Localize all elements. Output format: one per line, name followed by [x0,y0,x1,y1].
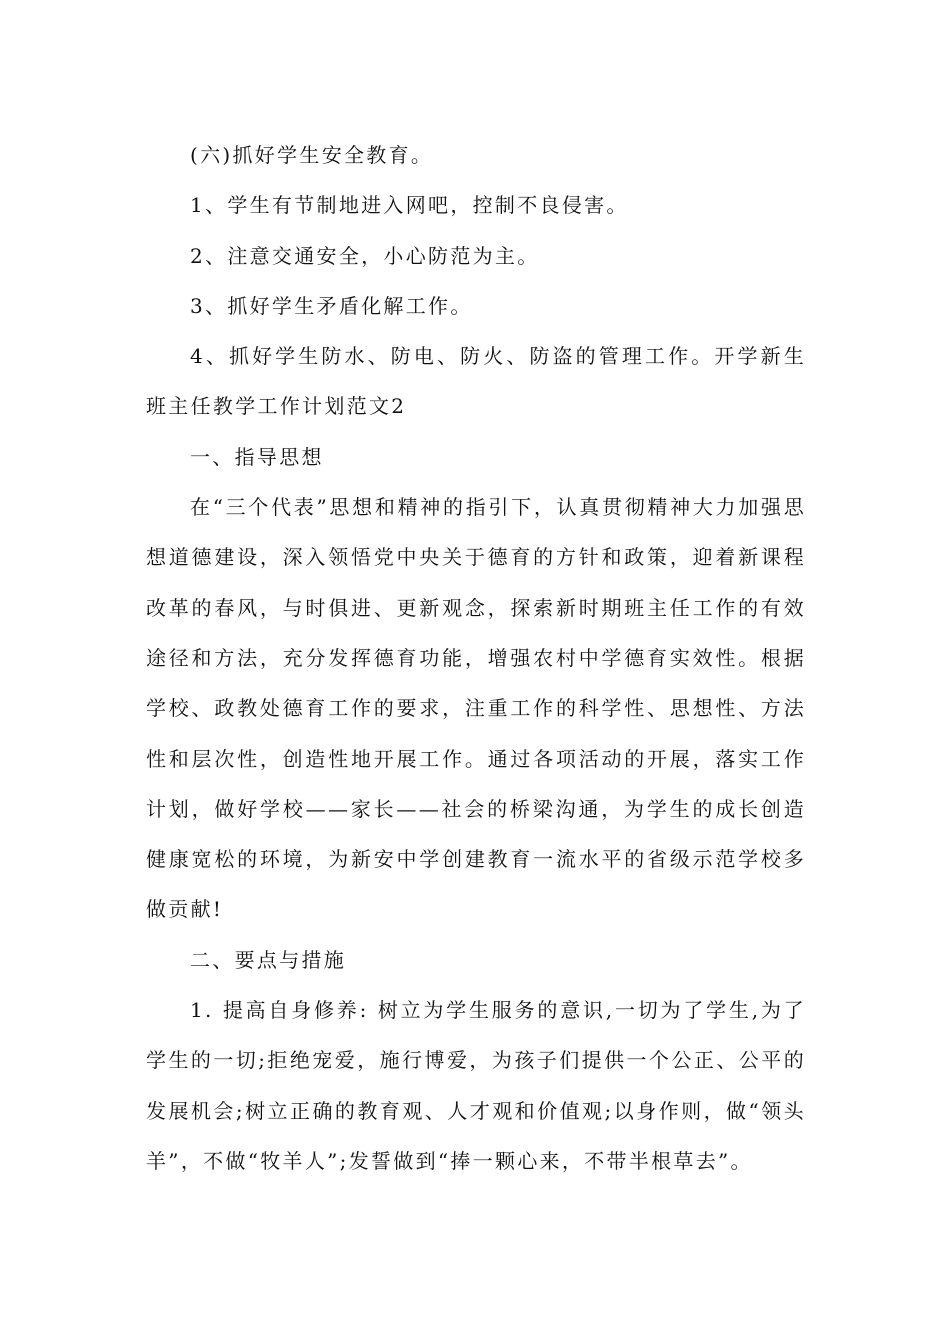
list-item: 1、学生有节制地进入网吧，控制不良侵害。 [190,193,629,218]
list-item: 4、抓好学生防水、防电、防火、防盗的管理工作。开学新生班主任教学工作计划范文2 [146,344,806,419]
body-paragraph: 1. 提高自身修养: 树立为学生服务的意识,一切为了学生,为了学生的一切;拒绝宠爱，施行博爱，为孩子们提供一个公正、公平的发展机会;树立正确的教育观、人才观和价值观;以身作则，做“领头羊”，不做“牧羊人”;发誓做到“捧一颗心来，不带半根草去”。 [146,998,806,1173]
section-heading-guiding-ideology: 一、指导思想 [190,444,324,469]
list-item: 3、抓好学生矛盾化解工作。 [190,293,473,318]
list-item: 2、注意交通安全，小心防范为主。 [190,243,540,268]
section-heading-key-points: 二、要点与措施 [190,947,347,972]
document-body [146,130,806,1186]
body-paragraph: 在“三个代表”思想和精神的指引下，认真贯彻精神大力加强思想道德建设，深入领悟党中央关于德育的方针和政策，迎着新课程改革的春风，与时俱进、更新观念，探索新时期班主任工作的有效途径和方法，充分发挥德育功能，增强农村中学德育实效性。根据学校、政教处德育工作的要求，注重工作的科学性、思想性、方法性和层次性，创造性地开展工作。通过各项活动的开展，落实工作计划，做好学校——家长——社会的桥梁沟通，为学生的成长创造健康宽松的环境，为新安中学创建教育一流水平的省级示范学校多做贡献! [146,495,806,922]
section-heading-safety: (六)抓好学生安全教育。 [190,143,434,167]
